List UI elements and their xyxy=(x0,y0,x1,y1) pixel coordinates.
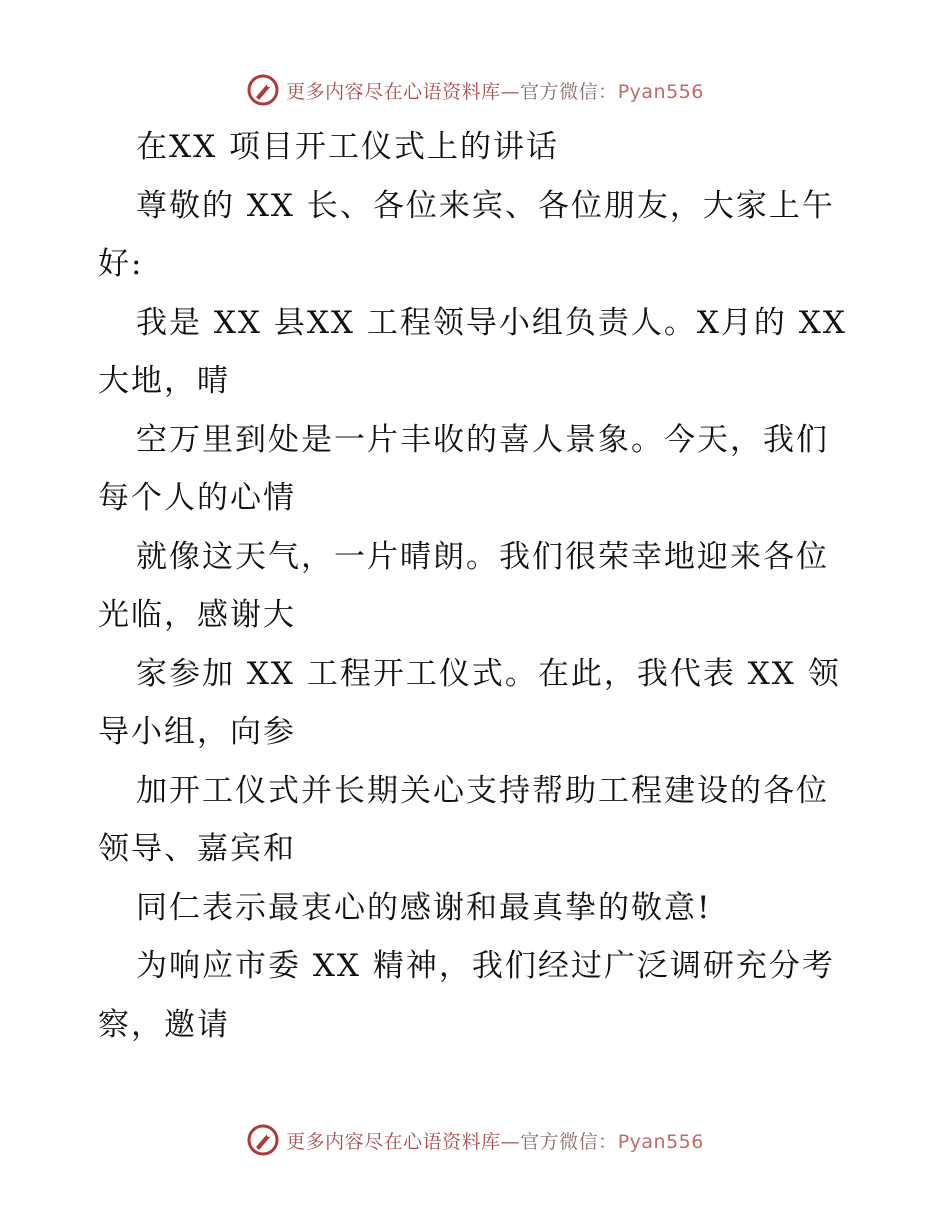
banner-official-label: 官方微信： xyxy=(520,1130,618,1153)
paragraph-line: 导小组，向参 xyxy=(98,714,296,750)
paragraph-line: 好: xyxy=(98,246,144,282)
paragraph-line: 为响应市委 XX 精神，我们经过广泛调研充分考 xyxy=(136,948,835,984)
banner-wechat-id: Pyan556 xyxy=(617,80,704,103)
paragraph-line: 每个人的心情 xyxy=(98,480,296,516)
paragraph-line: 光临，感谢大 xyxy=(98,597,296,633)
banner-dash: — xyxy=(500,80,521,103)
paragraph-line: 大地，晴 xyxy=(98,363,230,399)
pen-nib-logo-icon xyxy=(246,1123,280,1157)
banner-text xyxy=(286,77,704,104)
banner-wechat-id: Pyan556 xyxy=(617,1130,704,1153)
document-title: 在XX 项目开工仪式上的讲话 xyxy=(136,129,559,165)
banner-site-text: 更多内容尽在心语资料库 xyxy=(286,80,501,103)
paragraph-line: 空万里到处是一片丰收的喜人景象。今天，我们 xyxy=(136,421,829,458)
paragraph-line: 加开工仪式并长期关心支持帮助工程建设的各位 xyxy=(136,772,829,809)
document-body xyxy=(98,118,858,1054)
footer-banner xyxy=(0,1120,950,1160)
banner-site-text: 更多内容尽在心语资料库 xyxy=(286,1130,501,1153)
banner-official-label: 官方微信： xyxy=(520,80,618,103)
paragraph-line: 我是 XX 县XX 工程领导小组负责人。X月的 XX xyxy=(136,304,847,341)
paragraph-line: 尊敬的 XX 长、各位来宾、各位朋友，大家上午 xyxy=(136,187,835,224)
paragraph-line: 同仁表示最衷心的感谢和最真挚的敬意! xyxy=(136,889,712,926)
banner-dash: — xyxy=(500,1130,521,1153)
header-banner xyxy=(0,70,950,110)
paragraph-line: 就像这天气，一片晴朗。我们很荣幸地迎来各位 xyxy=(136,538,829,575)
pen-nib-logo-icon xyxy=(246,73,280,107)
paragraph-line: 察，邀请 xyxy=(98,1006,230,1043)
paragraph-line: 领导、嘉宾和 xyxy=(98,831,296,867)
banner-text xyxy=(286,1127,704,1154)
paragraph-line: 家参加 XX 工程开工仪式。在此，我代表 XX 领 xyxy=(136,655,841,692)
